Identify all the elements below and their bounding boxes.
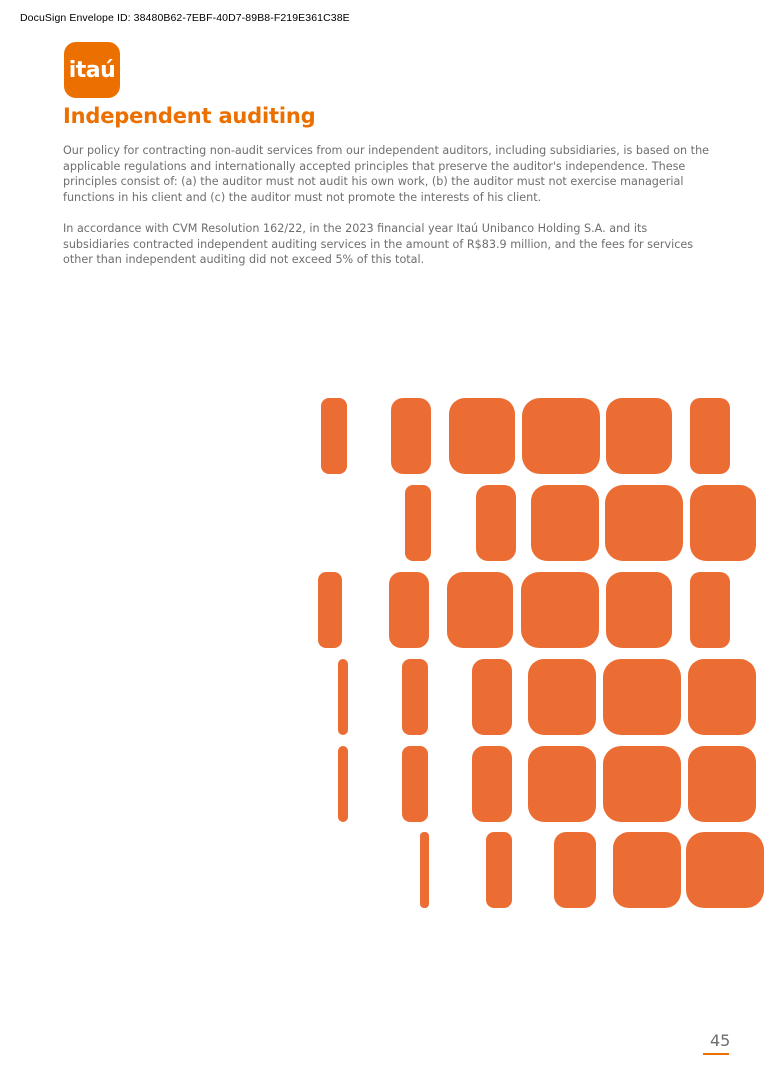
paragraph-cvm-resolution: In accordance with CVM Resolution 162/22, in the 2023 financial year Itaú Unibanco Holding S.A. and its subsidiaries contracted independent auditing services in the amount of R$83.9 million, and the fees for services other than independent auditing did not exceed 5% of this total. xyxy=(63,222,694,266)
pattern-tile xyxy=(420,832,429,908)
pattern-tile xyxy=(528,746,596,822)
pattern-tile xyxy=(688,746,756,822)
pattern-tile xyxy=(391,398,431,474)
pattern-tile xyxy=(613,832,681,908)
pattern-tile xyxy=(402,659,428,735)
pattern-tile xyxy=(402,746,428,822)
pattern-tile xyxy=(321,398,347,474)
pattern-tile xyxy=(606,398,672,474)
pattern-tile xyxy=(389,572,429,648)
pattern-tile xyxy=(528,659,596,735)
pattern-tile xyxy=(688,659,756,735)
pattern-tile xyxy=(690,398,730,474)
pattern-tile xyxy=(603,659,681,735)
pattern-tile xyxy=(531,485,599,561)
envelope-id: DocuSign Envelope ID: 38480B62-7EBF-40D7-89B8-F219E361C38E xyxy=(20,12,350,24)
pattern-tile xyxy=(605,485,683,561)
pattern-tile xyxy=(690,572,730,648)
pattern-tile xyxy=(447,572,513,648)
page-number-underline xyxy=(703,1053,729,1055)
pattern-tile xyxy=(606,572,672,648)
pattern-tile xyxy=(338,746,348,822)
pattern-tile xyxy=(521,572,599,648)
pattern-tile xyxy=(449,398,515,474)
pattern-tile xyxy=(690,485,756,561)
pattern-tile xyxy=(472,746,512,822)
pattern-tile xyxy=(603,746,681,822)
pattern-tile xyxy=(686,832,764,908)
pattern-tile xyxy=(522,398,600,474)
paragraph-policy: Our policy for contracting non-audit services from our independent auditors, including subsidiaries, is based on the applicable regulations and internationally accepted principles that preserve the auditor's independence. These principles consist of: (a) the auditor must not audit his own work, (b) the auditor must not exercise managerial functions in his client and (c) the auditor must not promote the interests of his client. xyxy=(63,144,710,204)
pattern-tile xyxy=(472,659,512,735)
page-number: 45 xyxy=(710,1031,731,1050)
pattern-tile xyxy=(338,659,348,735)
pattern-tile xyxy=(554,832,596,908)
pattern-tile xyxy=(405,485,431,561)
pattern-tile xyxy=(486,832,512,908)
logo-text: itaú xyxy=(68,57,116,83)
page-title: Independent auditing xyxy=(63,104,316,128)
pattern-tile xyxy=(318,572,342,648)
pattern-tile xyxy=(476,485,516,561)
